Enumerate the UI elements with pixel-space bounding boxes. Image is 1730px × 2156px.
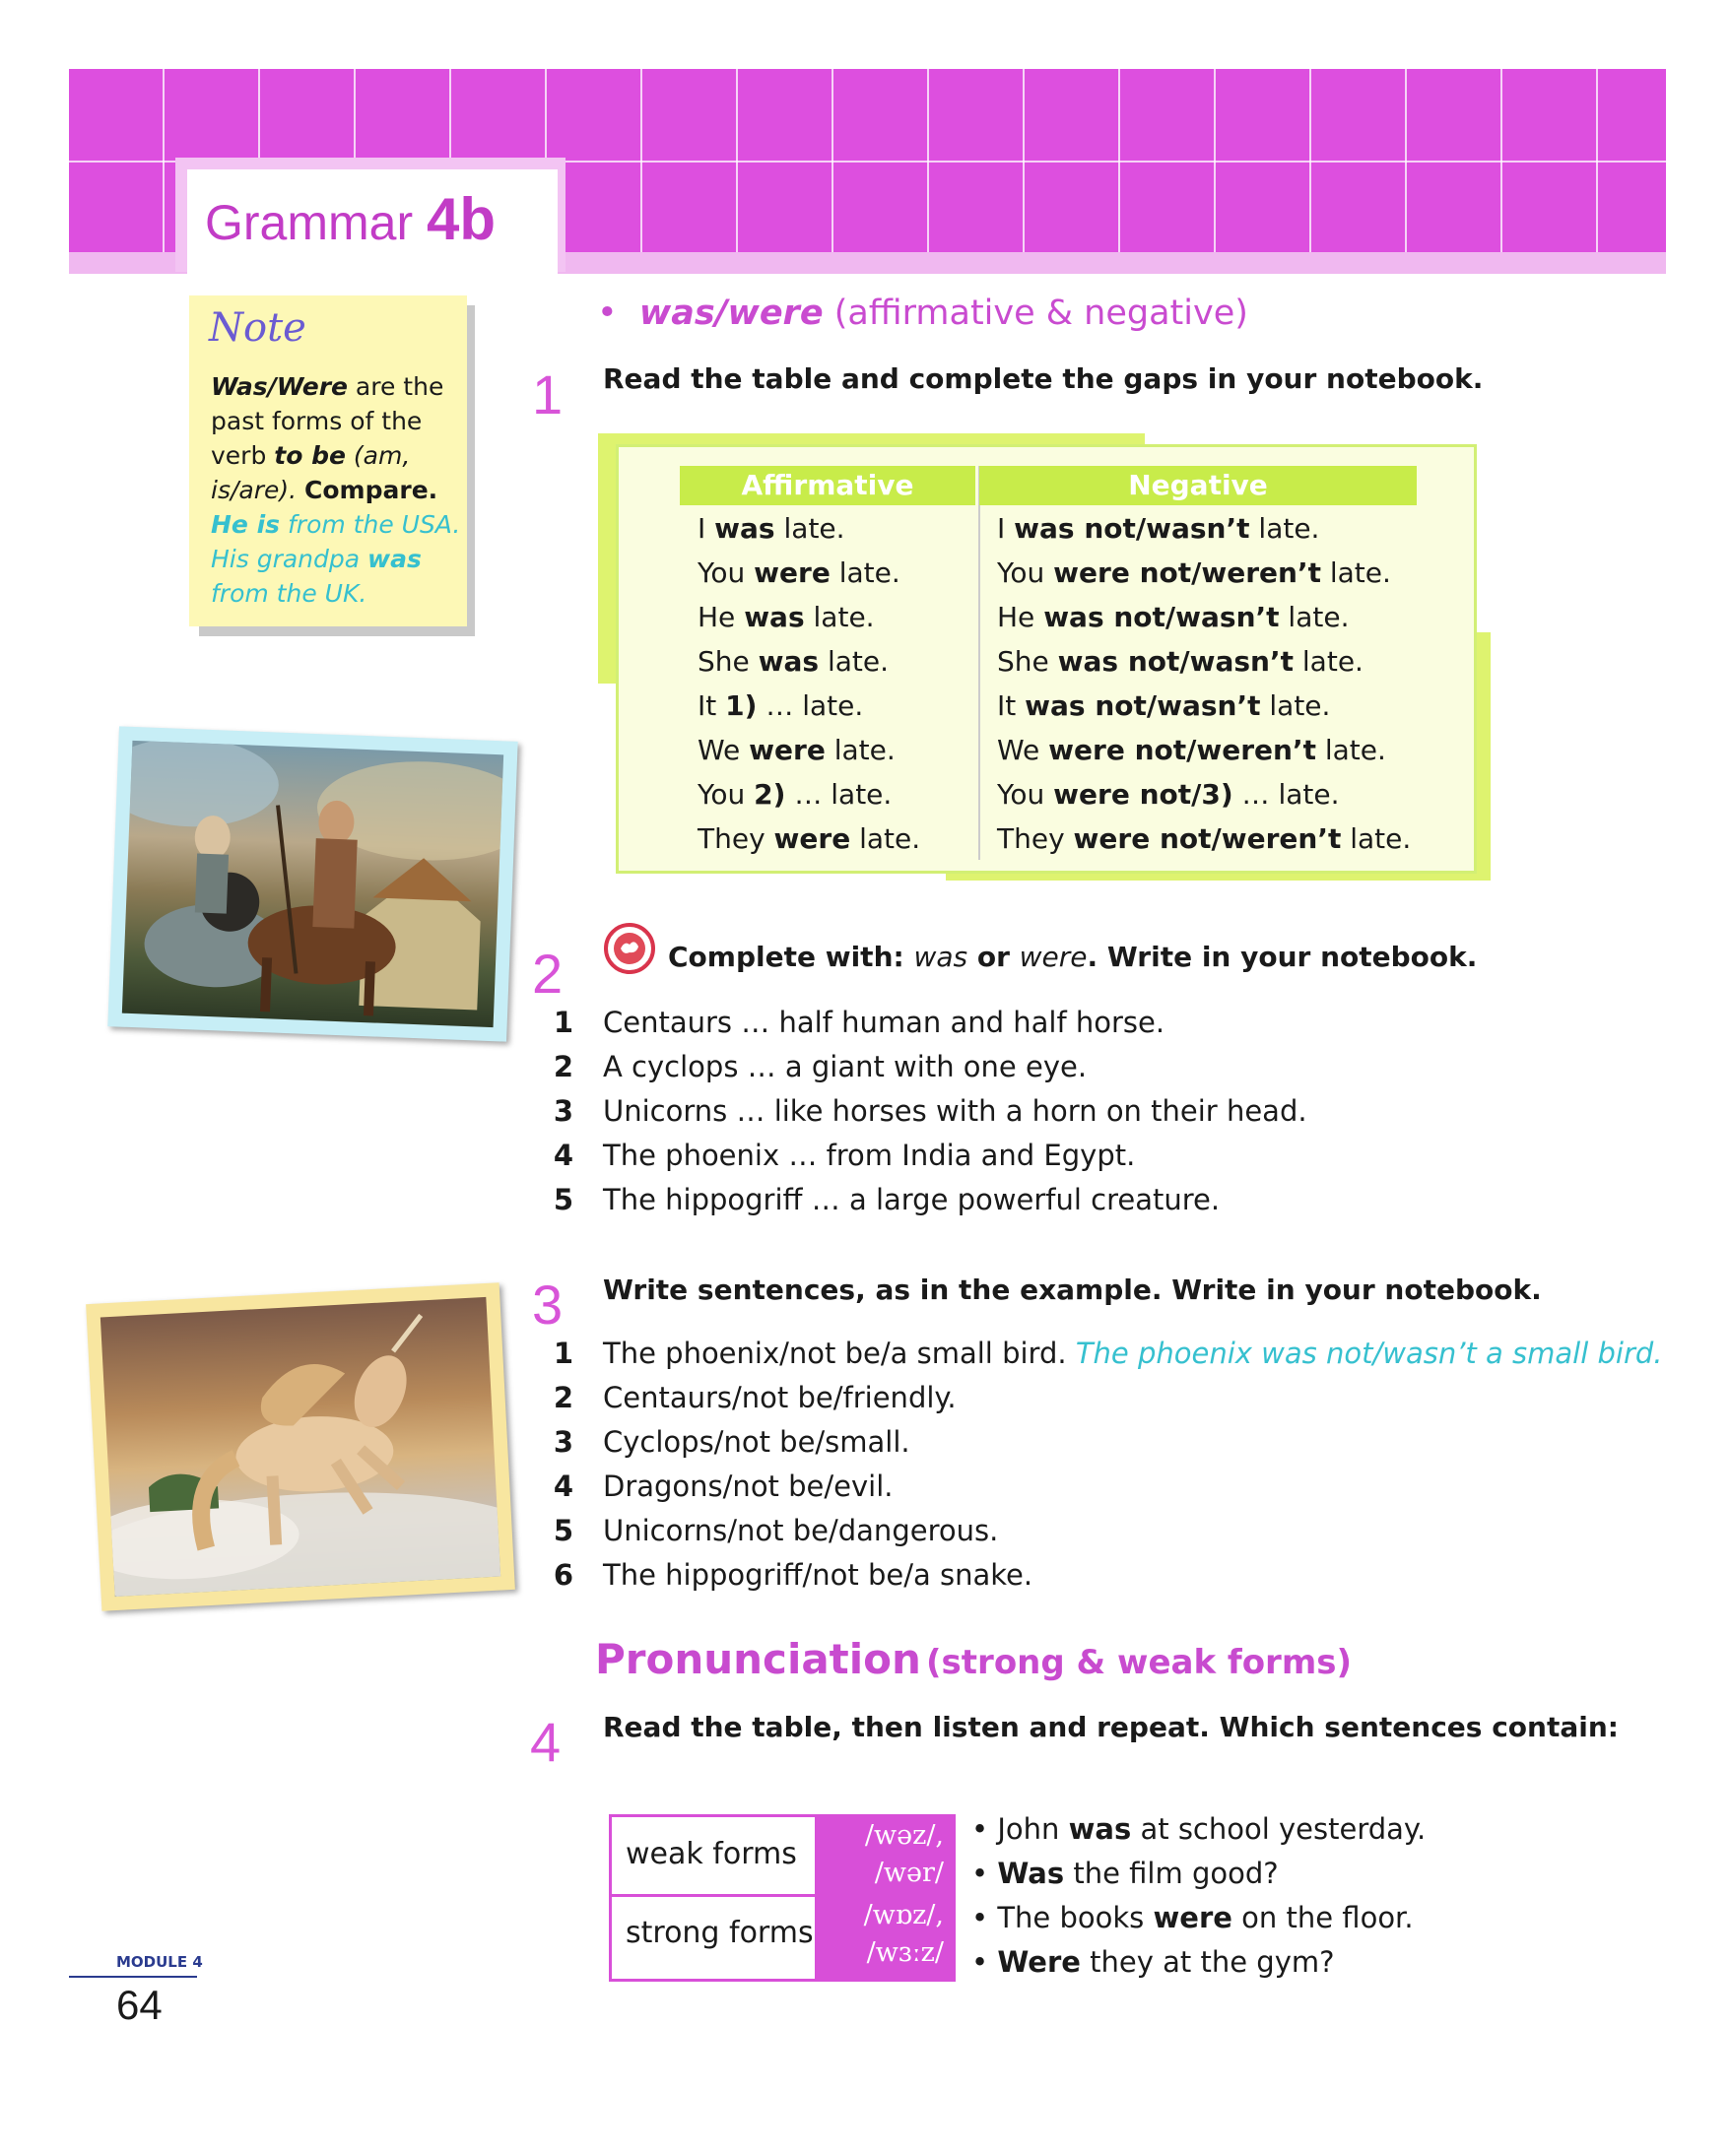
table-row-affirmative xyxy=(698,645,889,678)
pronunciation-table xyxy=(609,1814,956,1982)
page-title: Grammar 4b xyxy=(205,186,497,252)
row-bold: 2) xyxy=(754,778,786,811)
row-bold: was xyxy=(758,645,820,678)
row-text: late. xyxy=(1341,822,1412,855)
row-text: late. xyxy=(825,734,896,766)
list-item-number: 3 xyxy=(553,1094,574,1128)
sentence-bold: Were xyxy=(997,1945,1081,1979)
exercise-number: 1 xyxy=(532,363,564,425)
exercise-instruction: Write sentences, as in the example. Write in your notebook. xyxy=(603,1274,1542,1306)
list-item-number: 2 xyxy=(553,1381,574,1414)
pron-sentence: • Were they at the gym? xyxy=(971,1945,1335,1979)
list-item-text: Dragons/not be/evil. xyxy=(603,1470,894,1503)
list-item xyxy=(603,1514,998,1547)
list-item-number: 6 xyxy=(553,1558,574,1592)
row-text: He xyxy=(997,601,1044,633)
pronunciation-heading: Pronunciation (strong & weak forms) xyxy=(595,1635,1353,1683)
list-item-number: 1 xyxy=(553,1006,574,1039)
list-item-text: Unicorns/not be/dangerous. xyxy=(603,1514,999,1547)
row-bold: were not/weren’t xyxy=(1048,734,1316,766)
row-text: late. xyxy=(774,512,845,545)
table-row-negative xyxy=(997,689,1330,722)
list-item-number: 3 xyxy=(553,1425,574,1459)
list-item: A cyclops … a giant with one eye. xyxy=(603,1050,1088,1083)
row-bold: were not/3) xyxy=(1053,778,1233,811)
row-text: late. xyxy=(850,822,921,855)
table-header-affirmative: Affirmative xyxy=(680,466,975,505)
table-row-negative xyxy=(997,778,1339,811)
list-item-number: 5 xyxy=(553,1183,574,1216)
note-heading: Note xyxy=(209,305,306,351)
list-item-text: Cyclops/not be/small. xyxy=(603,1425,910,1459)
table-header-negative: Negative xyxy=(979,466,1417,505)
sentence-bold: Was xyxy=(997,1857,1065,1890)
note-line: past forms of the xyxy=(211,407,423,435)
row-text: He xyxy=(698,601,745,633)
sentence-text: at school yesterday. xyxy=(1131,1812,1427,1846)
note-example: from the UK. xyxy=(211,579,367,608)
exercise-number: 2 xyxy=(532,943,564,1005)
row-text: You xyxy=(698,556,755,589)
row-text: She xyxy=(997,645,1058,678)
row-text: You xyxy=(997,778,1054,811)
sentence-text: the film good? xyxy=(1064,1857,1279,1890)
row-bold: were xyxy=(754,556,831,589)
row-bold: was xyxy=(714,512,775,545)
table-row-negative xyxy=(997,734,1386,766)
list-item: Unicorns … like horses with a horn on their head. xyxy=(603,1094,1307,1128)
row-text: You xyxy=(698,778,755,811)
row-text: late. xyxy=(1294,645,1364,678)
table-row-negative xyxy=(997,822,1411,855)
unicorn-illustration xyxy=(100,1297,500,1597)
list-item xyxy=(603,1425,910,1459)
sentence-bold: was xyxy=(1068,1812,1132,1846)
row-text: late. xyxy=(1320,556,1391,589)
table-row-affirmative xyxy=(698,601,875,633)
row-bold: were xyxy=(773,822,851,855)
row-bold: was not/wasn’t xyxy=(1057,645,1294,678)
pron-sentence: • John was at school yesterday. xyxy=(971,1812,1427,1846)
row-text: It xyxy=(698,689,726,722)
list-item-text: Centaurs/not be/friendly. xyxy=(603,1381,957,1414)
list-item: Centaurs … half human and half horse. xyxy=(603,1006,1165,1039)
list-item: The hippogriff … a large powerful creature. xyxy=(603,1183,1221,1216)
table-row-negative xyxy=(997,512,1319,545)
row-text: I xyxy=(997,512,1015,545)
table-row-affirmative xyxy=(698,556,900,589)
table-row-affirmative xyxy=(698,689,863,722)
note-line: is/are). Compare. xyxy=(211,476,438,504)
list-item xyxy=(603,1381,957,1414)
pron-ipa-weak: /wəz/, /wər/ xyxy=(818,1817,953,1894)
row-bold: was not/wasn’t xyxy=(1025,689,1261,722)
list-item-number: 1 xyxy=(553,1337,574,1370)
centaur-illustration xyxy=(122,741,503,1027)
row-text: … late. xyxy=(1232,778,1340,811)
table-row-negative xyxy=(997,645,1364,678)
sentence-bold: were xyxy=(1153,1901,1232,1934)
list-item-number: 4 xyxy=(553,1470,574,1503)
sentence-text: John xyxy=(997,1812,1069,1846)
row-bold: were xyxy=(749,734,826,766)
note-line: verb to be (am, xyxy=(211,441,411,470)
row-text: It xyxy=(997,689,1026,722)
list-item xyxy=(603,1337,1663,1370)
row-text: They xyxy=(698,822,774,855)
sentence-text: on the floor. xyxy=(1231,1901,1414,1934)
row-text: She xyxy=(698,645,759,678)
centaur-photo xyxy=(107,726,517,1041)
exercise-number: 4 xyxy=(530,1711,562,1773)
list-item-number: 2 xyxy=(553,1050,574,1083)
pron-label-strong: strong forms xyxy=(626,1916,814,1950)
row-text: late. xyxy=(830,556,900,589)
row-text: late. xyxy=(804,601,875,633)
unicorn-photo xyxy=(86,1282,515,1611)
pron-ipa-strong: /wɒz/, /wɜːz/ xyxy=(818,1897,953,1979)
row-bold: was not/wasn’t xyxy=(1014,512,1250,545)
footer-rule xyxy=(69,1976,197,1978)
list-item: The phoenix … from India and Egypt. xyxy=(603,1139,1136,1172)
list-item xyxy=(603,1470,894,1503)
row-text: I xyxy=(698,512,715,545)
table-row-affirmative xyxy=(698,778,892,811)
table-row-affirmative xyxy=(698,512,845,545)
list-item xyxy=(603,1558,1032,1592)
exercise-number: 3 xyxy=(532,1274,564,1336)
example-answer: The phoenix was not/wasn’t a small bird. xyxy=(1075,1337,1663,1370)
list-item-text: The phoenix/not be/a small bird. xyxy=(603,1337,1067,1370)
sentence-text: they at the gym? xyxy=(1080,1945,1335,1979)
exercise-instruction: Read the table and complete the gaps in your notebook. xyxy=(603,362,1484,395)
row-text: We xyxy=(997,734,1049,766)
row-bold: was not/wasn’t xyxy=(1043,601,1280,633)
row-text: late. xyxy=(1249,512,1320,545)
table-row-negative xyxy=(997,601,1349,633)
note-example: He is from the USA. xyxy=(211,510,461,539)
row-text: They xyxy=(997,822,1074,855)
row-text: late. xyxy=(1279,601,1350,633)
exercise-instruction: Complete with: was or were. Write in your notebook. xyxy=(668,941,1478,973)
pron-sentence: • The books were on the floor. xyxy=(971,1901,1414,1934)
row-bold: was xyxy=(744,601,805,633)
row-text: … late. xyxy=(785,778,893,811)
list-item-text: The hippogriff/not be/a snake. xyxy=(603,1558,1033,1592)
pron-sentence: • Was the film good? xyxy=(971,1857,1279,1890)
sentence-text: The books xyxy=(997,1901,1154,1934)
page-number: 64 xyxy=(116,1982,163,2028)
row-text: late. xyxy=(1315,734,1386,766)
list-item-number: 5 xyxy=(553,1514,574,1547)
table-row-affirmative xyxy=(698,734,896,766)
note-example: His grandpa was xyxy=(211,545,422,573)
table-row-affirmative xyxy=(698,822,920,855)
row-text: late. xyxy=(1260,689,1331,722)
row-text: … late. xyxy=(757,689,864,722)
exercise-instruction: Read the table, then listen and repeat. Which sentences contain: xyxy=(603,1711,1619,1743)
table-row-negative xyxy=(997,556,1391,589)
row-bold: were not/weren’t xyxy=(1073,822,1342,855)
list-item-number: 4 xyxy=(553,1139,574,1172)
row-text: You xyxy=(997,556,1054,589)
row-bold: were not/weren’t xyxy=(1053,556,1321,589)
section-heading: • was/were (affirmative & negative) xyxy=(597,294,1248,333)
row-text: We xyxy=(698,734,750,766)
critical-thinking-icon xyxy=(603,922,656,975)
note-line: Was/Were are the xyxy=(211,372,444,401)
pron-label-weak: weak forms xyxy=(626,1837,797,1871)
row-text: late. xyxy=(819,645,890,678)
row-bold: 1) xyxy=(725,689,758,722)
module-label: MODULE 4 xyxy=(116,1953,203,1971)
